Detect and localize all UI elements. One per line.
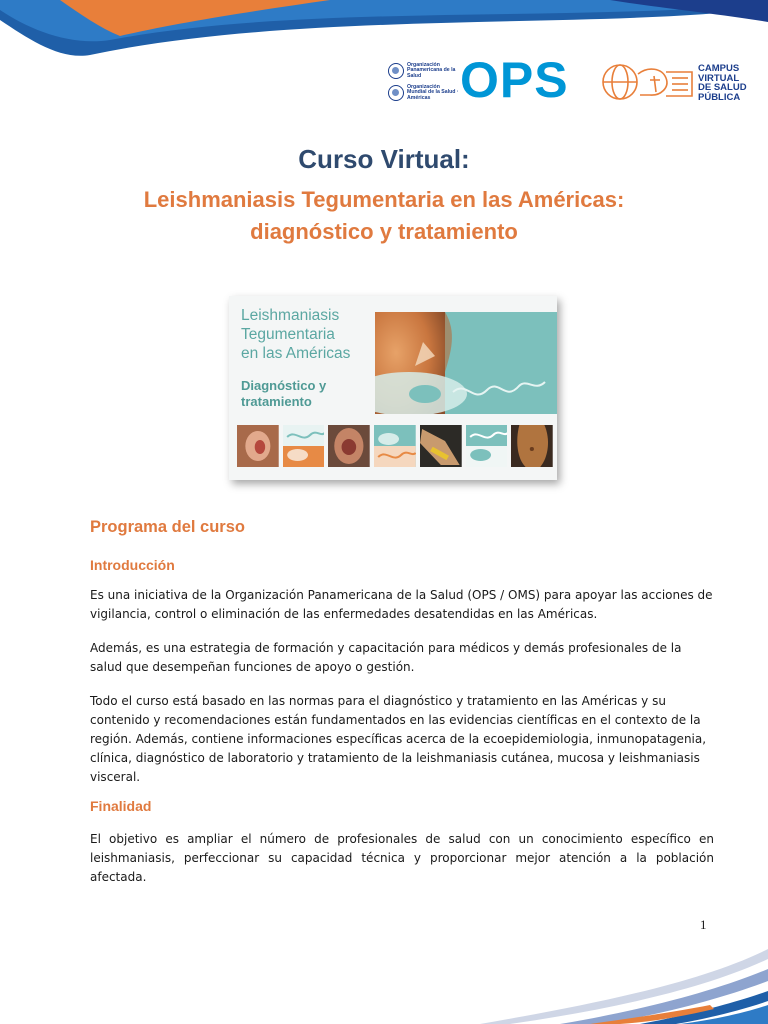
cover-thumbnails (237, 425, 553, 467)
thumbnail-pattern-2 (374, 425, 416, 467)
thumbnail-pattern-1 (283, 425, 325, 467)
finalidad-heading: Finalidad (90, 798, 152, 814)
org-name-who: Organización Mundial de la Salud · Américas (407, 83, 459, 101)
cover-subtitle: Diagnóstico y tratamiento (241, 378, 327, 409)
sandfly-photo (375, 312, 557, 414)
course-title (0, 184, 768, 248)
page-number: 1 (700, 917, 707, 932)
cover-title: Leishmaniasis Tegumentaria en las Américas (241, 307, 351, 362)
paho-emblem-icon (388, 63, 404, 79)
paho-who-logo (388, 60, 460, 104)
campus-virtual-emblem-icon (600, 62, 696, 102)
thumbnail-ear-lesion (237, 425, 279, 467)
header-logos (388, 52, 758, 108)
campus-virtual-text: CAMPUS VIRTUAL DE SALUD PÚBLICA (698, 63, 747, 103)
org-name-paho: Organización Panamericana de la Salud (407, 61, 456, 79)
footer-swoosh (440, 925, 768, 1024)
finalidad-paragraph: El objetivo es ampliar el número de profesionales de salud con un conocimiento específico en leishmaniasis, perfeccionar su capacidad técnica y proporcionar mejor atención a la población afectada. (90, 832, 714, 884)
intro-paragraph-2: Además, es una estrategia de formación y capacitación para médicos y demás profesionales de la salud que desempeñan funciones de apoyo o gestión. (90, 641, 682, 674)
ops-brand: OPS (460, 52, 569, 108)
document-title: Curso Virtual: (298, 144, 470, 174)
intro-paragraph-3: Todo el curso está basado en las normas para el diagnóstico y tratamiento en las Américas y su contenido y recomendaciones están fundamentados en las evidencias científicas en el contexto de la región. Además, contiene informaciones específicas acerca de la ecoepidemiologia, inmunopatagenia, clínica, diagnóstico de laboratorio y tratamiento de la leishmaniasis cutánea, mucosa y leishmaniasis visceral. (90, 694, 707, 784)
course-title-line-1: Leishmaniasis Tegumentaria en las Américas: (143, 187, 625, 212)
intro-heading: Introducción (90, 557, 175, 573)
thumbnail-abdomen (511, 425, 553, 467)
program-heading: Programa del curso (90, 518, 245, 536)
course-title-line-2: diagnóstico y tratamiento (250, 219, 518, 244)
thumbnail-pattern-3 (466, 425, 508, 467)
who-emblem-icon (388, 85, 404, 101)
thumbnail-face-lesion (328, 425, 370, 467)
header-swoosh (0, 0, 768, 60)
intro-paragraph-1: Es una iniciativa de la Organización Panamericana de la Salud (OPS / OMS) para apoyar las acciones de vigilancia, control o eliminación de las enfermedades desatendidas en las Américas. (90, 588, 713, 621)
thumbnail-arm-lesion (420, 425, 462, 467)
course-cover-image (229, 296, 557, 480)
